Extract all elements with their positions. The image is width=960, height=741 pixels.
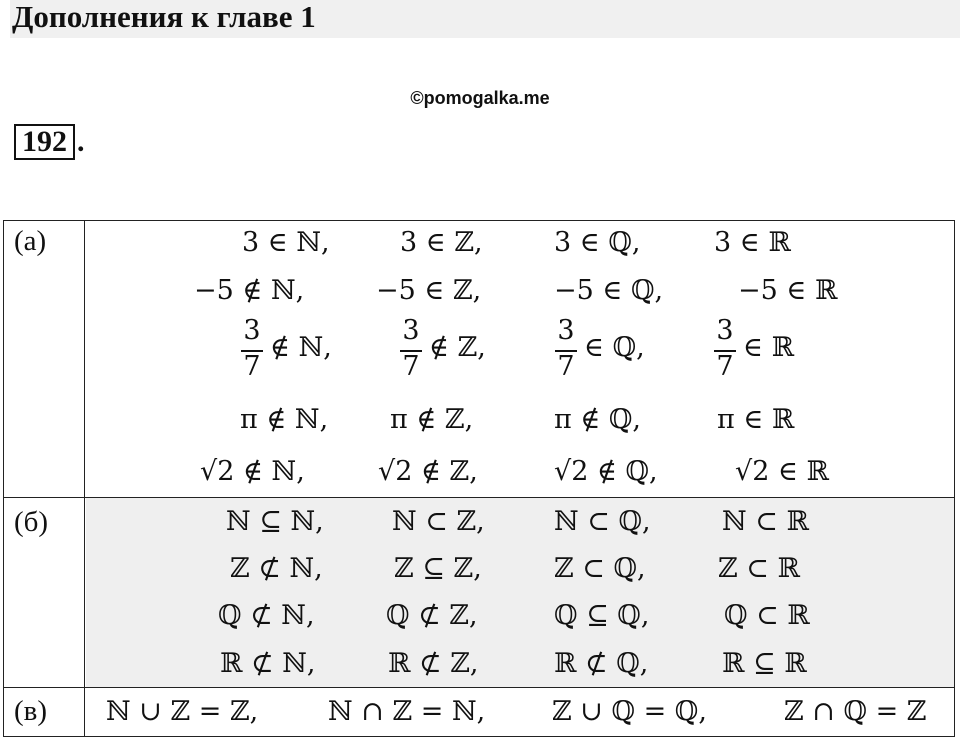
answer-table [3, 220, 955, 737]
b1-col2: ℕ ⊂ ℤ, [392, 506, 485, 537]
b1-col3: ℕ ⊂ ℚ, [554, 506, 651, 537]
relation: ∉ ℕ, [270, 332, 332, 363]
row-divider-a-b [4, 497, 954, 498]
row-b-shading [86, 497, 954, 687]
b4-col2: ℝ ⊄ ℤ, [388, 648, 479, 679]
b3-col3: ℚ ⊆ ℚ, [554, 600, 650, 631]
v1-col2: ℕ ∩ ℤ = ℕ, [328, 696, 486, 727]
denominator: 7 [402, 351, 420, 382]
a5-col1: √2 ∉ ℕ, [200, 456, 305, 487]
b4-col1: ℝ ⊄ ℕ, [220, 648, 316, 679]
task-number-wrap [14, 124, 85, 160]
denominator: 7 [557, 351, 575, 382]
b2-col1: ℤ ⊄ ℕ, [230, 553, 323, 584]
a1-col4: 3 ∈ ℝ [714, 227, 791, 258]
row-divider-b-v [4, 687, 954, 688]
a4-col1: π ∉ ℕ, [240, 404, 329, 435]
task-number: 192 [14, 124, 75, 160]
a1-col2: 3 ∈ ℤ, [400, 227, 483, 258]
a2-col3: −5 ∈ ℚ, [554, 275, 664, 306]
denominator: 7 [716, 351, 734, 382]
b3-col1: ℚ ⊄ ℕ, [218, 600, 315, 631]
b2-col4: ℤ ⊂ ℝ [718, 553, 800, 584]
b4-col3: ℝ ⊄ ℚ, [554, 648, 649, 679]
v1-col3: ℤ ∪ ℚ = ℚ, [552, 696, 707, 727]
b1-col4: ℕ ⊂ ℝ [722, 506, 809, 537]
row-label-b: (б) [14, 506, 49, 538]
b1-col1: ℕ ⊆ ℕ, [226, 506, 324, 537]
page-title: Дополнения к главе 1 [12, 0, 316, 34]
a4-col3: π ∉ ℚ, [554, 404, 641, 435]
b3-col4: ℚ ⊂ ℝ [724, 600, 810, 631]
numerator: 3 [716, 315, 734, 346]
a2-col1: −5 ∉ ℕ, [194, 275, 305, 306]
b2-col3: ℤ ⊂ ℚ, [554, 553, 646, 584]
a4-col2: π ∉ ℤ, [390, 404, 474, 435]
row-label-v: (в) [14, 695, 48, 727]
row-label-a: (а) [14, 225, 47, 257]
a2-col4: −5 ∈ ℝ [738, 275, 838, 306]
b2-col2: ℤ ⊆ ℤ, [394, 553, 482, 584]
a5-col3: √2 ∉ ℚ, [554, 456, 658, 487]
b3-col2: ℚ ⊄ ℤ, [386, 600, 478, 631]
relation: ∉ ℤ, [429, 332, 486, 363]
a2-col2: −5 ∈ ℤ, [376, 275, 482, 306]
column-divider [84, 221, 85, 736]
a4-col4: π ∈ ℝ [717, 404, 795, 435]
a1-col1: 3 ∈ ℕ, [242, 227, 330, 258]
numerator: 3 [243, 315, 261, 346]
v1-col4: ℤ ∩ ℚ = ℤ [784, 696, 927, 727]
b4-col4: ℝ ⊆ ℝ [722, 648, 807, 679]
numerator: 3 [557, 315, 575, 346]
a1-col3: 3 ∈ ℚ, [554, 227, 641, 258]
numerator: 3 [402, 315, 420, 346]
a5-col2: √2 ∉ ℤ, [378, 456, 478, 487]
v1-col1: ℕ ∪ ℤ = ℤ, [106, 696, 259, 727]
relation: ∈ ℚ, [584, 332, 645, 363]
a5-col4: √2 ∈ ℝ [735, 456, 829, 487]
watermark: ©pomogalka.me [410, 88, 550, 108]
denominator: 7 [243, 351, 261, 382]
task-number-dot: . [77, 125, 85, 158]
relation: ∈ ℝ [743, 332, 795, 363]
